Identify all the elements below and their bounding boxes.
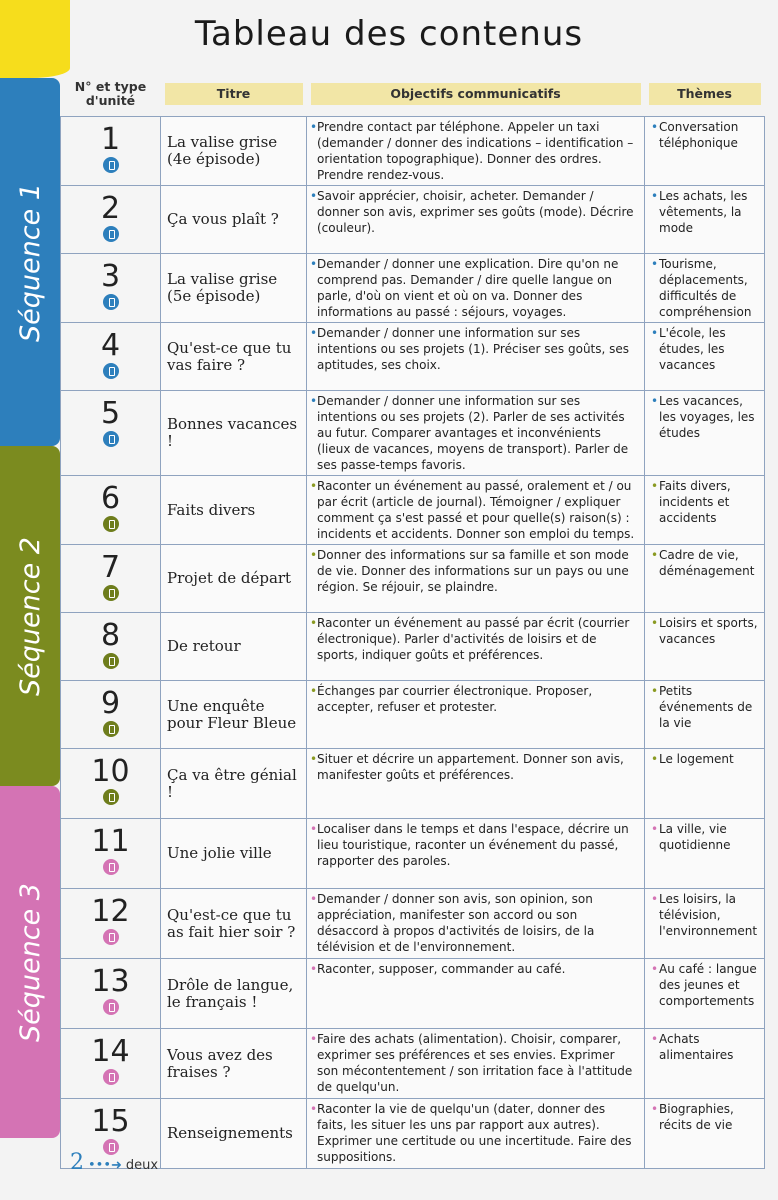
unit-number-cell [61, 254, 161, 323]
unit-number: 7 [100, 550, 121, 585]
unit-number: 6 [100, 481, 121, 516]
table-row [61, 819, 765, 889]
unit-number: 4 [100, 328, 121, 363]
unit-type-icon [103, 157, 119, 173]
unit-number: 13 [91, 964, 130, 999]
unit-number-cell [61, 117, 161, 186]
unit-themes: • L'école, les études, les vacances [645, 323, 765, 391]
unit-themes: • Les vacances, les voyages, les études [645, 391, 765, 476]
unit-number-cell [61, 545, 161, 613]
unit-title: Bonnes vacances ! [161, 391, 307, 476]
unit-type-icon [103, 1069, 119, 1085]
sequence-2-band [0, 446, 60, 786]
unit-themes: • Petits événements de la vie [645, 681, 765, 749]
table-row [61, 1099, 765, 1169]
unit-number-cell [61, 613, 161, 681]
unit-themes: • Loisirs et sports, vacances [645, 613, 765, 681]
contents-table [60, 72, 765, 1169]
unit-number: 9 [100, 686, 121, 721]
unit-themes: • Biographies, récits de vie [645, 1099, 765, 1169]
arrow-icon: •••➜ [88, 1158, 122, 1173]
unit-number: 10 [91, 754, 130, 789]
page-title: Tableau des contenus [194, 14, 584, 54]
table-row [61, 613, 765, 681]
unit-type-icon [103, 585, 119, 601]
unit-type-icon [103, 999, 119, 1015]
unit-number-cell [61, 1029, 161, 1099]
table-row [61, 254, 765, 323]
sequence-1-band [0, 78, 60, 446]
sequence-1-label: Séquence 1 [14, 182, 46, 342]
unit-objectives: • Faire des achats (alimentation). Choisir, comparer, exprimer ses préférences et ses envies. Exprimer son mécontentement / son irritation face à l'attitude de quelqu'un. [307, 1029, 645, 1099]
unit-type-icon [103, 721, 119, 737]
unit-number-cell [61, 323, 161, 391]
unit-objectives: • Raconter la vie de quelqu'un (dater, donner des faits, les situer les uns par rapport aux autres). Exprimer une certitude ou une incertitude. Faire des suppositions. [307, 1099, 645, 1169]
unit-title: Ça vous plaît ? [161, 186, 307, 254]
unit-themes: • Les achats, les vêtements, la mode [645, 186, 765, 254]
table-row [61, 545, 765, 613]
unit-number-cell [61, 681, 161, 749]
unit-objectives: • Donner des informations sur sa famille et son mode de vie. Donner des informations sur un pays ou une région. Se réjouir, se plaindre. [307, 545, 645, 613]
unit-type-icon [103, 653, 119, 669]
unit-objectives: • Prendre contact par téléphone. Appeler un taxi (demander / donner des indications – identification – orientation topographique). Donner des ordres. Prendre rendez-vous. [307, 117, 645, 186]
sequence-2-label: Séquence 2 [14, 536, 46, 696]
unit-title: Qu'est-ce que tu vas faire ? [161, 323, 307, 391]
table-row [61, 117, 765, 186]
unit-type-icon [103, 859, 119, 875]
unit-number-cell [61, 749, 161, 819]
table-row [61, 186, 765, 254]
unit-themes: • La ville, vie quotidienne [645, 819, 765, 889]
table-row [61, 681, 765, 749]
unit-number-cell [61, 959, 161, 1029]
header-num: N° et type d'unité [74, 79, 147, 108]
unit-number: 3 [100, 259, 121, 294]
page-number: 2 [70, 1150, 84, 1175]
unit-themes: • Au café : langue des jeunes et comportements [645, 959, 765, 1029]
unit-number: 2 [100, 191, 121, 226]
unit-number: 12 [91, 894, 130, 929]
unit-title: Faits divers [161, 476, 307, 545]
unit-objectives: • Raconter un événement au passé, oralement et / ou par écrit (article de journal). Témoigner / expliquer comment ça s'est passé et pour quelle(s) raison(s) : incidents et accidents. Donner son emploi du temps. [307, 476, 645, 545]
unit-title: Renseignements [161, 1099, 307, 1169]
table-row [61, 959, 765, 1029]
unit-number: 15 [91, 1104, 130, 1139]
unit-themes: • Le logement [645, 749, 765, 819]
unit-type-icon [103, 929, 119, 945]
unit-title: Qu'est-ce que tu as fait hier soir ? [161, 889, 307, 959]
unit-title: La valise grise (5e épisode) [161, 254, 307, 323]
unit-title: Une enquête pour Fleur Bleue [161, 681, 307, 749]
table-row [61, 391, 765, 476]
unit-type-icon [103, 226, 119, 242]
unit-themes: • Conversation téléphonique [645, 117, 765, 186]
unit-type-icon [103, 431, 119, 447]
unit-type-icon [103, 789, 119, 805]
unit-themes: • Cadre de vie, déménagement [645, 545, 765, 613]
header-objectifs: Objectifs communicatifs [307, 72, 645, 117]
unit-number: 5 [100, 396, 121, 431]
unit-number: 11 [91, 824, 130, 859]
unit-number: 1 [100, 122, 121, 157]
unit-title: Ça va être génial ! [161, 749, 307, 819]
unit-number-cell [61, 819, 161, 889]
unit-number: 8 [100, 618, 121, 653]
unit-type-icon [103, 363, 119, 379]
page-number-word: deux [125, 1158, 159, 1173]
unit-title: De retour [161, 613, 307, 681]
unit-objectives: • Demander / donner une explication. Dire qu'on ne comprend pas. Demander / dire quelle langue on parle, d'où on vient et où on va. Donner des informations au passé : séjours, voyages. [307, 254, 645, 323]
unit-title: Vous avez des fraises ? [161, 1029, 307, 1099]
unit-themes: • Achats alimentaires [645, 1029, 765, 1099]
unit-title: La valise grise (4e épisode) [161, 117, 307, 186]
header-titre: Titre [161, 72, 307, 117]
unit-title: Projet de départ [161, 545, 307, 613]
table-row [61, 476, 765, 545]
unit-number-cell [61, 889, 161, 959]
unit-number: 14 [91, 1034, 130, 1069]
header-themes: Thèmes [645, 72, 765, 117]
unit-objectives: • Situer et décrire un appartement. Donner son avis, manifester goûts et préférences. [307, 749, 645, 819]
unit-objectives: • Demander / donner son avis, son opinion, son appréciation, manifester son accord ou son désaccord à propos d'activités de loisirs, de la télévision et de l'environnement. [307, 889, 645, 959]
table-header-row [61, 72, 765, 117]
unit-number-cell [61, 476, 161, 545]
unit-objectives: • Raconter un événement au passé par écrit (courrier électronique). Parler d'activités de loisirs et de sports, indiquer goûts et préférences. [307, 613, 645, 681]
sequence-3-band [0, 786, 60, 1138]
unit-themes: • Les loisirs, la télévision, l'environnement [645, 889, 765, 959]
unit-type-icon [103, 294, 119, 310]
page-footer [70, 1150, 158, 1175]
unit-objectives: • Demander / donner une information sur ses intentions ou ses projets (2). Parler de ses activités au futur. Comparer avantages et inconvénients (lieux de vacances, moyens de transport). Parler de ses passe-temps favoris. [307, 391, 645, 476]
unit-themes: • Faits divers, incidents et accidents [645, 476, 765, 545]
table-row [61, 1029, 765, 1099]
unit-themes: • Tourisme, déplacements, difficultés de compréhension [645, 254, 765, 323]
sequence-3-label: Séquence 3 [14, 882, 46, 1042]
unit-objectives: • Savoir apprécier, choisir, acheter. Demander / donner son avis, exprimer ses goûts (mode). Décrire (couleur). [307, 186, 645, 254]
table-row [61, 889, 765, 959]
unit-title: Drôle de langue, le français ! [161, 959, 307, 1029]
unit-objectives: • Échanges par courrier électronique. Proposer, accepter, refuser et protester. [307, 681, 645, 749]
unit-number-cell [61, 186, 161, 254]
unit-number-cell [61, 391, 161, 476]
table-row [61, 323, 765, 391]
unit-title: Une jolie ville [161, 819, 307, 889]
unit-type-icon [103, 516, 119, 532]
unit-objectives: • Demander / donner une information sur ses intentions ou ses projets (1). Préciser ses goûts, ses aptitudes, ses choix. [307, 323, 645, 391]
unit-objectives: • Raconter, supposer, commander au café. [307, 959, 645, 1029]
unit-objectives: • Localiser dans le temps et dans l'espace, décrire un lieu touristique, raconter un événement du passé, rapporter des paroles. [307, 819, 645, 889]
table-row [61, 749, 765, 819]
